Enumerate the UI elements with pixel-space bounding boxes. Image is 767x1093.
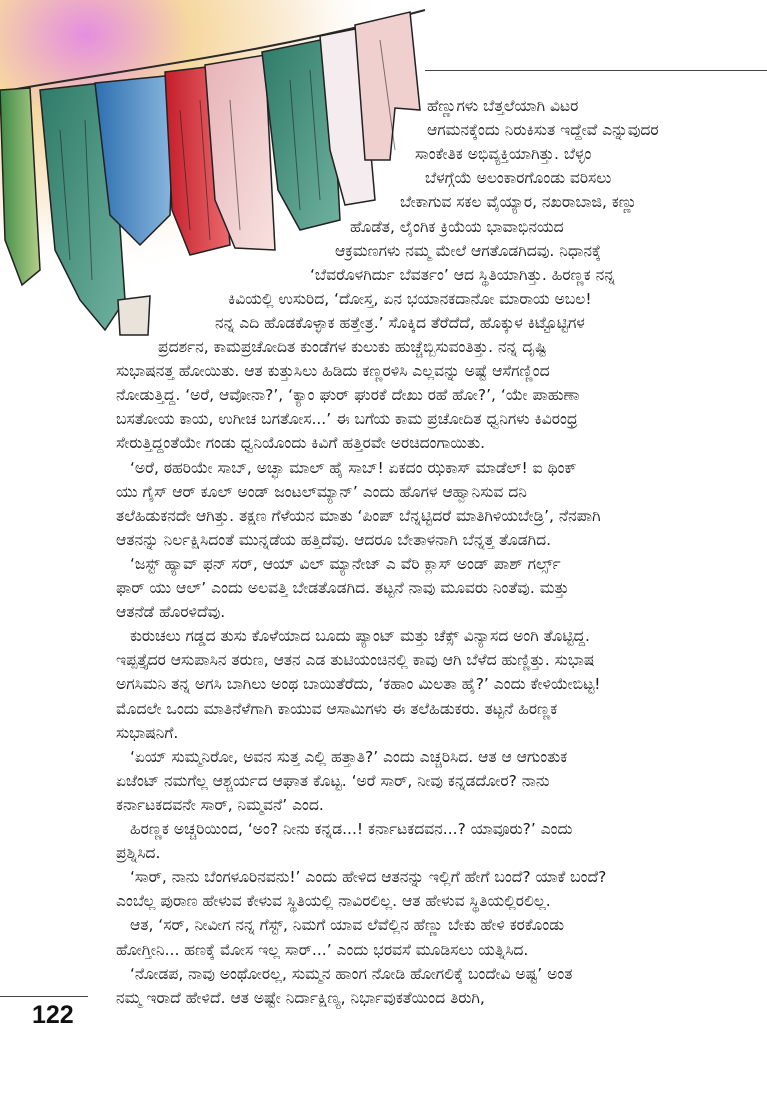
text-line: ‘ಅರೆ, ಠಹರಿಯೇ ಸಾಬ್, ಅಚ್ಛಾ ಮಾಲ್ ಹೈ ಸಾಬ್! ಏಕದಂ ಝಕಾಸ್ ಮಾಡೆಲ್! ಐ ಥಿಂಕ್	[130, 458, 577, 477]
text-line: ಪ್ರಶ್ನಿಸಿದ.	[116, 844, 161, 863]
text-line: ಎಂಬೆಲ್ಲ ಪುರಾಣ ಹೇಳುವ ಕೇಳುವ ಸ್ಥಿತಿಯಲ್ಲಿ ನಾವಿರಲಿಲ್ಲ. ಆತ ಹೇಳುವ ಸ್ಥಿತಿಯಲ್ಲಿರಲಿಲ್ಲ.	[116, 892, 551, 911]
text-line: ‘ಜಸ್ಟ್ ಹ್ಯಾವ್ ಫನ್ ಸರ್, ಆಯ್ ವಿಲ್ ಮ್ಯಾನೇಜ್ ಎ ವೆರಿ ಕ್ಲಾಸ್ ಅಂಡ್ ಪಾಶ್ ಗರ್ಲ್ಸ್	[130, 554, 561, 573]
text-line: ಹಿರಣ್ಣಕ ಅಚ್ಚರಿಯಿಂದ, ‘ಅಂ? ನೀನು ಕನ್ನಡ...! ಕರ್ನಾಟಕದವನ...? ಯಾವೂರು?’ ಎಂದು	[130, 820, 573, 838]
text-line: ಬೆಳಗ್ಗೆಯೆ ಅಲಂಕಾರಗೊಂಡು ವರಿಸಲು	[425, 169, 612, 188]
text-line: ಅಗಸಿಮನಿ ತನ್ನ ಅಗಸಿ ಬಾಗಿಲು ಅಂಥ ಬಾಯಿತೆರೆದು, ‘ಕಹಾಂ ಮಿಲತಾ ಹೈ?’ ಎಂದು ಕೇಳಿಯೇಬಿಟ್ಟ!	[116, 675, 601, 694]
text-line: ‘ನೋಡಪ, ನಾವು ಅಂಥೋರಲ್ಲ, ಸುಮ್ಮನ ಹಾಂಗ ನೋಡಿ ಹೋಗಲಿಕ್ಕೆ ಬಂದೇವಿ ಅಷ್ಟ’ ಅಂತ	[130, 964, 573, 983]
footer-rule	[0, 996, 88, 997]
text-line: ಸುಭಾಷನಿಗೆ.	[116, 723, 179, 742]
text-line: ಹೆಣ್ಣುಗಳು ಬೆತ್ತಲೆಯಾಗಿ ವಿಟರ	[427, 97, 579, 115]
text-line: ನನ್ನ ಎದಿ ಹೊಡಕೊಳ್ಳಾಕ ಹತ್ತೇತ್ರ.’ ಸೊಕ್ಕಿದ ತೆರೆದೆದೆ, ಹೊಕ್ಕುಳ ಕಿಟ್ಟೊಟ್ಟಿಗಳ	[215, 313, 585, 332]
text-line: ಹೊಡೆತ, ಲೈಂಗಿಕ ಕ್ರಿಯೆಯ ಭಾವಾಭಿನಯದ	[350, 217, 564, 236]
text-line: ಸೇರುತ್ತಿದ್ದಂತೆಯೇ ಗಂಡು ಧ್ವನಿಯೊಂದು ಕಿವಿಗೆ ಹತ್ತಿರವೇ ಅರಚಿದಂಗಾಯಿತು.	[116, 434, 486, 453]
text-line: ಫಾರ್ ಯು ಆಲ್’ ಎಂದು ಅಲವತ್ತಿ ಬೇಡತೊಡಗಿದ. ತಟ್ಟನೆ ನಾವು ಮೂವರು ನಿಂತೆವು. ಮತ್ತು	[116, 579, 569, 597]
text-line: ಯು ಗೈಸ್ ಆರ್ ಕೂಲ್ ಅಂಡ್ ಜಂಟಲ್‌ಮ್ಯಾನ್’ ಎಂದು ಹೊಗಳ ಆಹ್ವಾನಿಸುವ ದನಿ	[116, 482, 527, 501]
text-line: ಆಗಮನಕ್ಕೆಂದು ನಿರುಕಿಸುತ ಇದ್ದೇವೆ ಎನ್ನುವುದರ	[427, 121, 659, 140]
text-line: ಇಪ್ಪತ್ತೈದರ ಆಸುಪಾಸಿನ ತರುಣ, ಆತನ ಎಡ ತುಟಿಯಂಚಿನಲ್ಲಿ ಕಾವು ಆಗಿ ಬೆಳೆದ ಹುಣ್ಣಿತ್ತು. ಸುಭಾಷ	[116, 651, 595, 670]
text-line: ಕಿವಿಯಲ್ಲಿ ಉಸುರಿದ, ‘ದೋಸ್ತ, ಏನ ಭಯಾನಕದಾನೋ ಮಾರಾಯ ಅಬಲ!	[228, 289, 592, 308]
text-line: ಕುರುಚಲು ಗಡ್ಡದ ತುಸು ಕೊಳೆಯಾದ ಬೂದು ಪ್ಯಾಂಟ್ ಮತ್ತು ಚೆಕ್ಸ್ ವಿನ್ಯಾಸದ ಅಂಗಿ ತೊಟ್ಟಿದ್ದ.	[130, 627, 590, 646]
text-line: ನೋಡುತ್ತಿದ್ದ. ‘ಅರೆ, ಆವೋನಾ?’, ‘ಕ್ಯಾಂ ಘುರ್ ಘುರಕೆ ದೇಖು ರಹೆ ಹೋ?’, ‘ಯೇ ಪಾಹುಣಾ	[116, 386, 580, 405]
text-line: ಬಸತೋಯ ಕಾಯ, ಉಗೀಚ ಬಗತೋಸ...’ ಈ ಬಗೆಯ ಕಾಮ ಪ್ರಚೋದಿತ ಧ್ವನಿಗಳು ಕಿವಿರಂಧ್ರ	[116, 410, 578, 429]
text-line: ತಲೆಹಿಡುಕನದೇ ಆಗಿತ್ತು. ತಕ್ಷಣ ಗೆಳೆಯನ ಮಾತು ‘ಪಿಂಪ್ ಬೆನ್ನಟ್ಟಿದರೆ ಮಾತಿಗಿಳಿಯಬೇಡ್ರಿ’, ನೆನಪಾಗಿ	[116, 506, 601, 525]
text-line: ಆತನೆಡೆ ಹೊರಳಿದೆವು.	[116, 603, 226, 622]
text-line: ‘ಏಯ್ ಸುಮ್ಮನಿರೋ, ಅವನ ಸುತ್ತ ಎಲ್ಲಿ ಹತ್ತಾತಿ?’ ಎಂದು ಎಚ್ಚರಿಸಿದ. ಆತ ಆ ಆಗುಂತುಕ	[130, 747, 568, 766]
text-line: ‘ಬೆವರೊಳಗಿರ್ದು ಬೆವರ್ತಂ’ ಆದ ಸ್ಥಿತಿಯಾಗಿತ್ತು. ಹಿರಣ್ಣಕ ನನ್ನ	[310, 265, 616, 284]
text-line: ಹೋಗ್ತೀನಿ... ಹಣಕ್ಕೆ ಮೋಸ ಇಲ್ಲ ಸಾರ್...’ ಎಂದು ಭರವಸೆ ಮೂಡಿಸಲು ಯತ್ನಿಸಿದ.	[116, 940, 529, 959]
text-line: ಆತ, ‘ಸರ್, ನೀವೀಗ ನನ್ನ ಗೆಸ್ಟ್, ನಿಮಗೆ ಯಾವ ಲೆವೆಲ್ಲಿನ ಹೆಣ್ಣು ಬೇಕು ಹೇಳಿ ಕರಕೊಂಡು	[130, 916, 565, 935]
text-line: ನಮ್ಮ ಇರಾದೆ ಹೇಳಿದೆ. ಆತ ಅಷ್ಟೇ ನಿರ್ದಾಕ್ಷಿಣ್ಯ, ನಿರ್ಭಾವುಕತೆಯಿಂದ ತಿರುಗಿ,	[116, 988, 485, 1007]
text-line: ಸಾಂಕೇತಿಕ ಅಭಿವ್ಯಕ್ತಿಯಾಗಿತ್ತು. ಬೆಳ್ಳಂ	[415, 145, 592, 164]
text-line: ‘ಸಾರ್, ನಾನು ಬೆಂಗಳೂರಿನವನು!’ ಎಂದು ಹೇಳಿದ ಆತನನ್ನು ಇಲ್ಲಿಗೆ ಹೇಗೆ ಬಂದೆ? ಯಾಕೆ ಬಂದೆ?	[130, 868, 607, 887]
text-line: ಆತನನ್ನು ನಿರ್ಲಕ್ಷಿಸಿದಂತೆ ಮುನ್ನಡೆಯ ಹತ್ತಿದೆವು. ಆದರೂ ಬೇತಾಳನಾಗಿ ಬೆನ್ನತ್ತ ತೊಡಗಿದ.	[116, 530, 552, 549]
text-line: ಕರ್ನಾಟಕದವನೇ ಸಾರ್, ನಿಮ್ಮವನೆ’ ಎಂದ.	[116, 795, 324, 814]
text-line: ಏಜೆಂಟ್ ನಮಗೆಲ್ಲ ಆಶ್ಚರ್ಯದ ಆಘಾತ ಕೊಟ್ಟ. ‘ಅರೆ ಸಾರ್, ನೀವು ಕನ್ನಡದೋರ? ನಾನು	[116, 771, 550, 790]
text-line: ಬೇಕಾಗುವ ಸಕಲ ವೈಯ್ಯಾರ, ನಖರಾಬಾಜಿ, ಕಣ್ಣು	[400, 193, 637, 212]
text-line: ಸುಭಾಷನತ್ತ ಹೋಯಿತು. ಆತ ಕುತ್ತುಸಿಲು ಹಿಡಿದು ಕಣ್ಣರಳಿಸಿ ಎಲ್ಲವನ್ನು ಅಷ್ಟೆ ಆಸೆಗಣ್ಣಿಂದ	[116, 362, 550, 381]
text-line: ಆಕ್ರಮಣಗಳು ನಮ್ಮ ಮೇಲೆ ಆಗತೊಡಗಿದವು. ನಿಧಾನಕ್ಕೆ	[335, 241, 602, 260]
text-line: ಪ್ರದರ್ಶನ, ಕಾಮಪ್ರಚೋದಿತ ಕುಂಡೆಗಳ ಕುಲುಕು ಹುಚ್ಚೆಬ್ಬಿಸುವಂತಿತ್ತು. ನನ್ನ ದೃಷ್ಟಿ	[158, 338, 547, 356]
header-rule	[425, 70, 767, 71]
text-line: ಮೊದಲೇ ಒಂದು ಮಾತಿನೆಳೆಗಾಗಿ ಕಾಯುವ ಆಸಾಮಿಗಳು ಈ ತಲೆಹಿಡುಕರು. ತಟ್ಟನೆ ಹಿರಣ್ಣಕ	[116, 699, 558, 718]
page-number: 122	[32, 1001, 74, 1029]
